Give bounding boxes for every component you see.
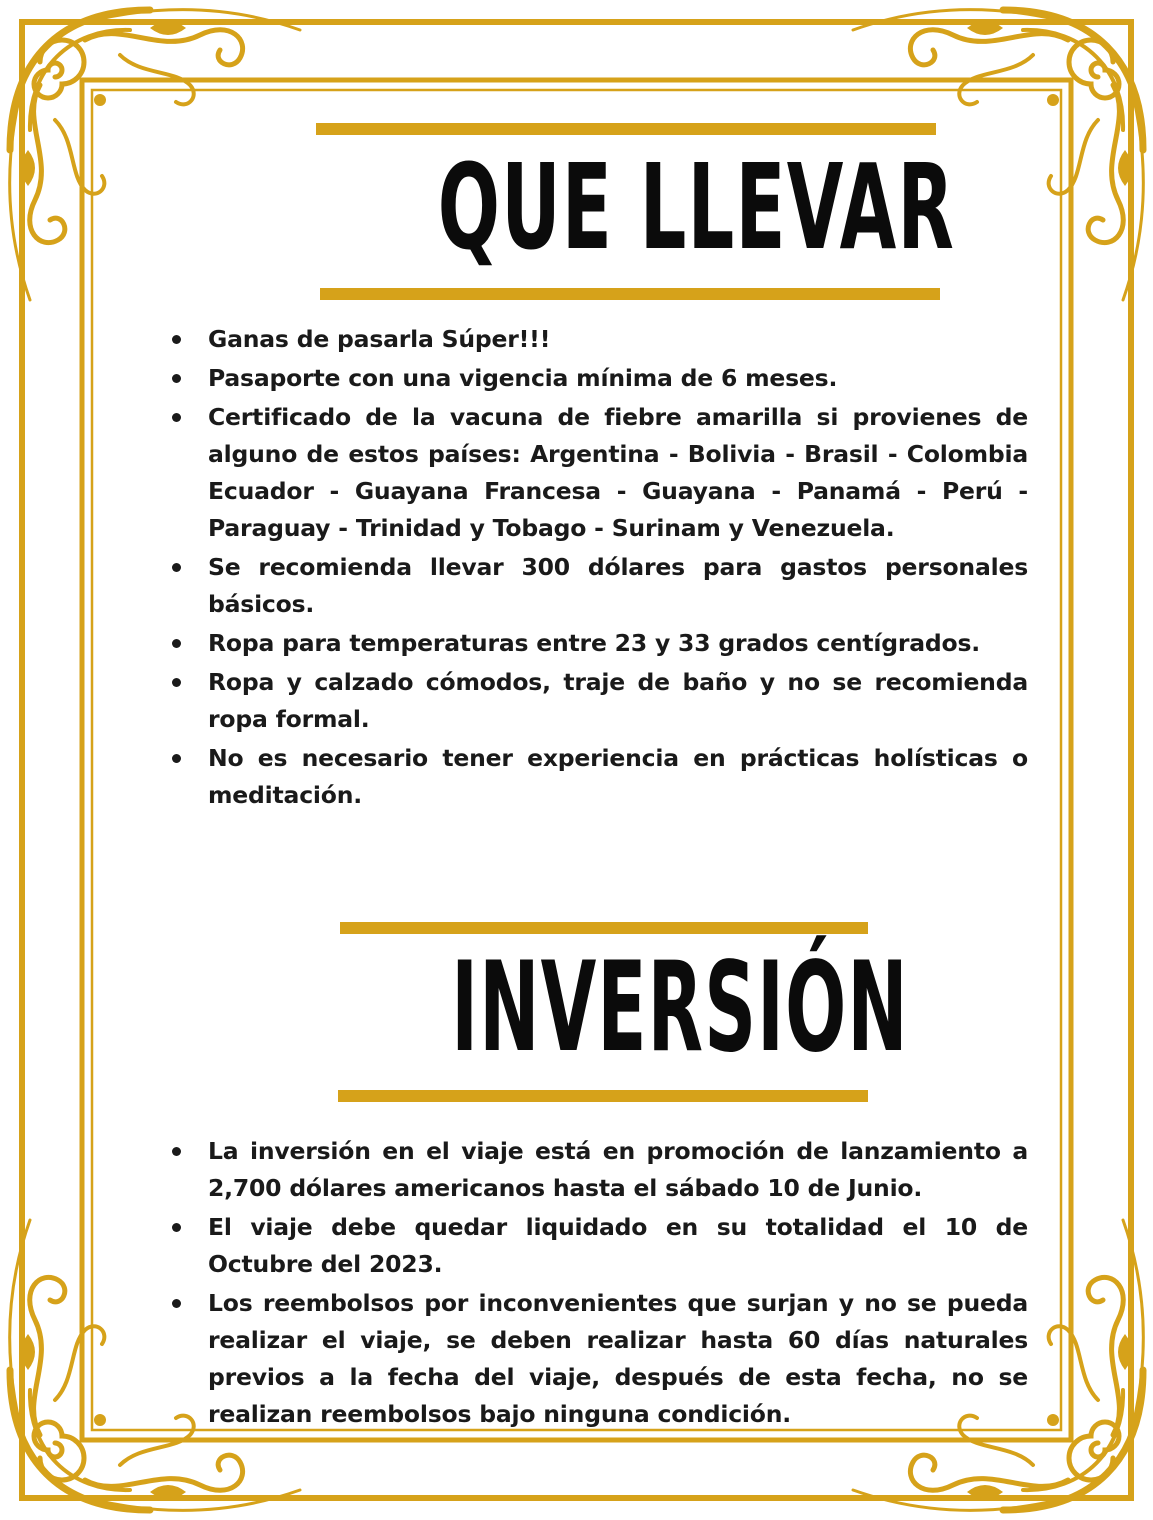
list-item: Los reembolsos por inconvenientes que surjan y no se pueda realizar el viaje, se deben realizar hasta 60 días naturales previos a la fecha del viaje, después de esta fecha, no se realizan reembolsos bajo ninguna condición.	[168, 1285, 1028, 1433]
list-item: Se recomienda llevar 300 dólares para gastos personales básicos.	[168, 549, 1028, 623]
title-rule-top	[340, 922, 868, 934]
list-item: El viaje debe quedar liquidado en su totalidad el 10 de Octubre del 2023.	[168, 1209, 1028, 1283]
bullet-icon	[172, 1147, 181, 1156]
title-rule-top	[316, 123, 936, 135]
bullet-icon	[172, 374, 181, 383]
section-title-inversion: INVERSIÓN	[451, 936, 909, 1080]
list-item: Ropa y calzado cómodos, traje de baño y no se recomienda ropa formal.	[168, 664, 1028, 738]
section-title-que-llevar: QUE LLEVAR	[437, 138, 956, 276]
bullet-icon	[172, 1299, 181, 1308]
list-item: Ropa para temperaturas entre 23 y 33 grados centígrados.	[168, 625, 1028, 662]
inversion-list	[168, 1133, 1028, 1435]
bullet-icon	[172, 335, 181, 344]
list-item: Ganas de pasarla Súper!!!	[168, 321, 1028, 358]
bullet-icon	[172, 413, 181, 422]
title-rule-bottom	[320, 288, 940, 300]
list-item: Pasaporte con una vigencia mínima de 6 meses.	[168, 360, 1028, 397]
list-item: La inversión en el viaje está en promoción de lanzamiento a 2,700 dólares americanos hasta el sábado 10 de Junio.	[168, 1133, 1028, 1207]
bullet-icon	[172, 563, 181, 572]
title-rule-bottom	[338, 1090, 868, 1102]
list-item: No es necesario tener experiencia en prácticas holísticas o meditación.	[168, 740, 1028, 814]
bullet-icon	[172, 754, 181, 763]
que-llevar-list	[168, 321, 1028, 816]
bullet-icon	[172, 1223, 181, 1232]
list-item: Certificado de la vacuna de fiebre amarilla si provienes de alguno de estos países: Argentina - Bolivia - Brasil - Colombia Ecuador - Guayana Francesa - Guayana - Panamá - Perú - Paraguay - Trinidad y Tobago - Surinam y Venezuela.	[168, 399, 1028, 547]
bullet-icon	[172, 639, 181, 648]
bullet-icon	[172, 678, 181, 687]
